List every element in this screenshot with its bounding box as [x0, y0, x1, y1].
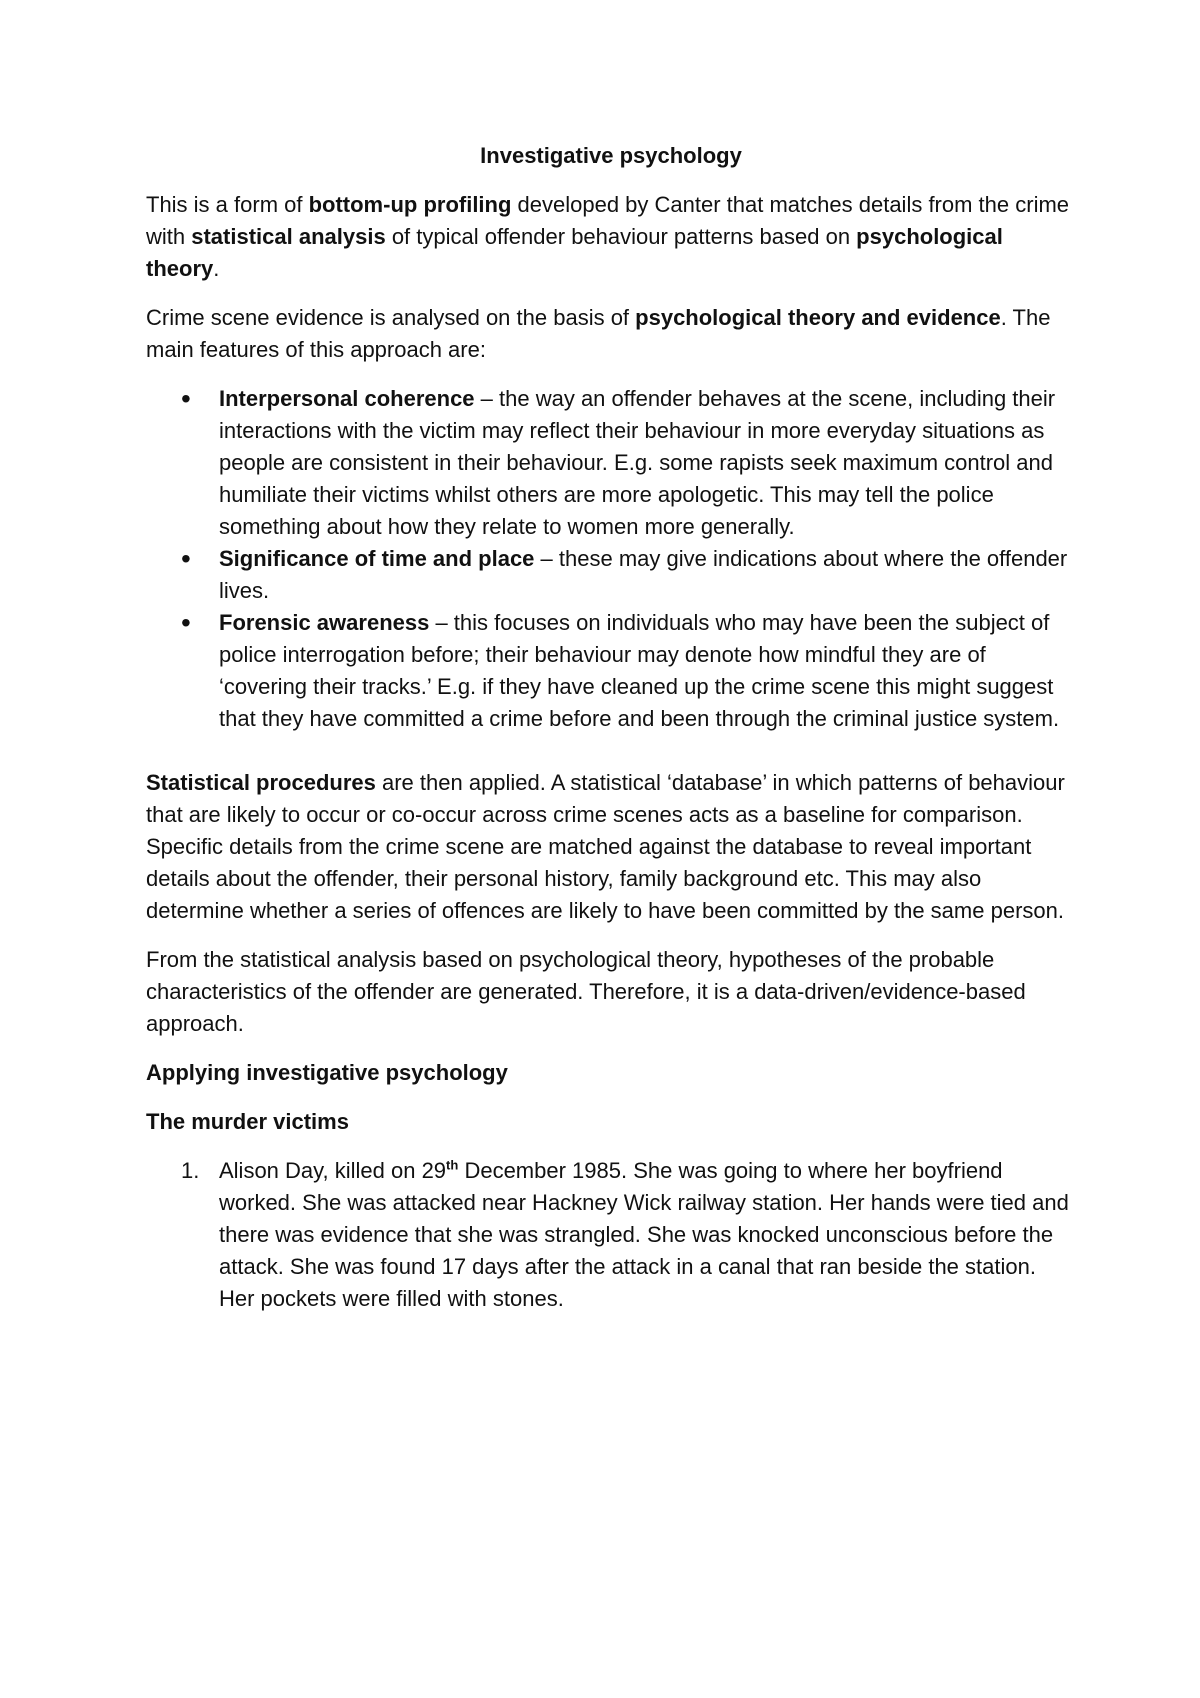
feature-term: Significance of time and place [219, 546, 535, 571]
intro-text-1: This is a form of [146, 192, 309, 217]
feature-item-interpersonal-coherence [146, 383, 1076, 543]
feature-text: – this focuses on individuals who may have been the subject of police interrogation before; their behaviour may denote how mindful they are of ‘covering their tracks.’ E.g. if they have cleaned up the crime scene this might suggest that they have committed a crime before and been through the criminal justice system. [219, 610, 1060, 731]
intro-text-3: of typical offender behaviour patterns based on [385, 224, 857, 249]
victim-number: 1. [181, 1158, 200, 1183]
feature-item-forensic-awareness [146, 607, 1076, 735]
intro-text-4: . [213, 256, 220, 281]
feature-item-time-and-place [146, 543, 1076, 607]
features-list [146, 383, 1076, 735]
document-title: Investigative psychology [480, 143, 742, 168]
feature-term: Interpersonal coherence [219, 386, 475, 411]
intro-bold-bottom-up-profiling: bottom-up profiling [308, 192, 512, 217]
evidence-text-1: Crime scene evidence is analysed on the basis of [146, 305, 636, 330]
heading-applying: Applying investigative psychology [146, 1060, 508, 1085]
document-page [146, 140, 1076, 1315]
intro-bold-psychological-theory: psychological theory [146, 224, 1003, 281]
feature-term: Forensic awareness [219, 610, 430, 635]
statistical-text: are then applied. A statistical ‘database’ in which patterns of behaviour that are likely to occur or co-occur across crime scenes acts as a baseline for comparison. Specific details from the crime scene are matched against the database to reveal important details about the offender, their personal history, family background etc. This may also determine whether a series of offences are likely to have been committed by the same person. [146, 770, 1065, 923]
statistical-paragraph [146, 767, 1076, 927]
intro-bold-statistical-analysis: statistical analysis [191, 224, 386, 249]
evidence-text-2: . The main features of this approach are: [146, 305, 1051, 362]
feature-text: – these may give indications about where the offender lives. [219, 546, 1068, 603]
heading-victims: The murder victims [146, 1109, 349, 1134]
evidence-paragraph [146, 302, 1076, 366]
victim-text-2: December 1985. She was going to where her boyfriend worked. She was attacked near Hackney Wick railway station. Her hands were tied and there was evidence that she was strangled. She was knocked unconscious before the attack. She was found 17 days after the attack in a canal that ran beside the station. Her pockets were filled with stones. [219, 1158, 1069, 1311]
intro-text-2: developed by Canter that matches details from the crime with [146, 192, 1070, 249]
victim-text-1: Alison Day, killed on 29 [219, 1158, 447, 1183]
intro-paragraph [146, 189, 1076, 285]
victims-list [146, 1155, 1076, 1315]
evidence-bold-term: psychological theory and evidence [635, 305, 1001, 330]
victim-superscript: th [446, 1157, 459, 1173]
statistical-bold-term: Statistical procedures [146, 770, 376, 795]
conclusion-paragraph: From the statistical analysis based on psychological theory, hypotheses of the probable characteristics of the offender are generated. Therefore, it is a data-driven/evidence-based approach. [146, 947, 1026, 1036]
victim-item [146, 1155, 1076, 1315]
feature-text: – the way an offender behaves at the scene, including their interactions with the victim may reflect their behaviour in more everyday situations as people are consistent in their behaviour. E.g. some rapists seek maximum control and humiliate their victims whilst others are more apologetic. This may tell the police something about how they relate to women more generally. [219, 386, 1056, 539]
